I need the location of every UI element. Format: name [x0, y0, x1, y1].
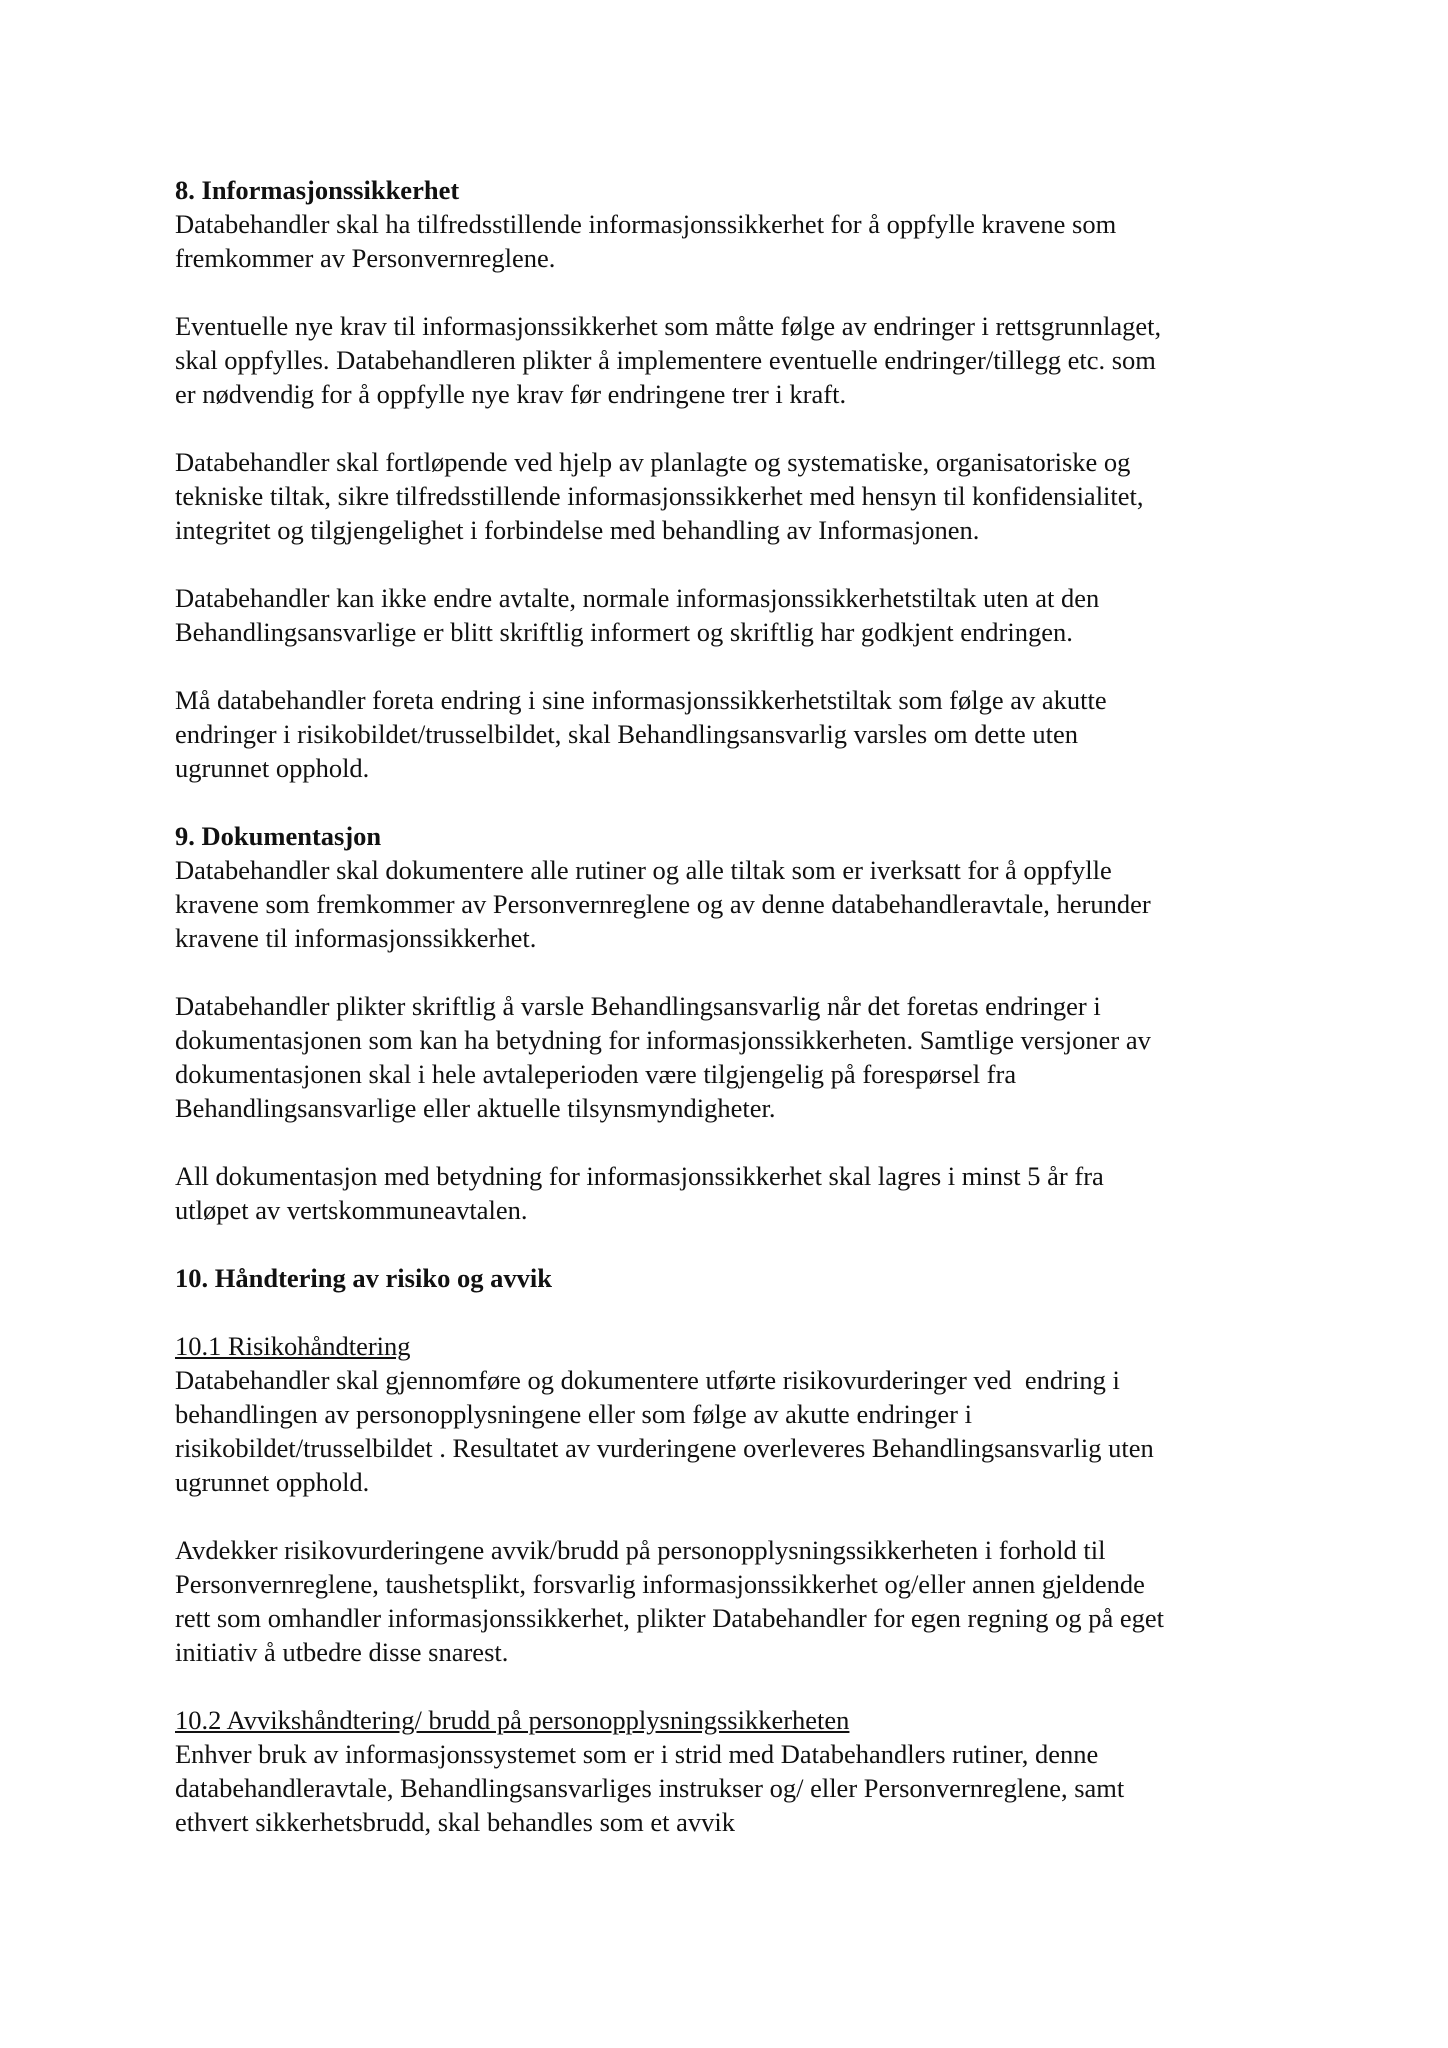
- text-line: dokumentasjonen skal i hele avtaleperioden være tilgjengelig på forespørsel fra: [175, 1059, 1017, 1089]
- text-line: behandlingen av personopplysningene eller som følge av akutte endringer i: [175, 1399, 972, 1429]
- text-line: Må databehandler foreta endring i sine informasjonssikkerhetstiltak som følge av akutte: [175, 685, 1107, 715]
- text-line: tekniske tiltak, sikre tilfredsstillende informasjonssikkerhet med hensyn til konfidensialitet,: [175, 481, 1144, 511]
- text-line: Enhver bruk av informasjonssystemet som er i strid med Databehandlers rutiner, denne: [175, 1739, 1099, 1769]
- paragraph: [175, 1737, 1305, 1839]
- text-line: ethvert sikkerhetsbrudd, skal behandles som et avvik: [175, 1807, 736, 1837]
- text-line: Databehandler kan ikke endre avtalte, normale informasjonssikkerhetstiltak uten at den: [175, 583, 1100, 613]
- paragraph: [175, 989, 1305, 1125]
- text-line: utløpet av vertskommuneavtalen.: [175, 1195, 528, 1225]
- text-line: Databehandler skal fortløpende ved hjelp av planlagte og systematiske, organisatoriske og: [175, 447, 1131, 477]
- text-line: initiativ å utbedre disse snarest.: [175, 1637, 509, 1667]
- paragraph: [175, 853, 1305, 955]
- section-10: [175, 1261, 1305, 1839]
- section-9: [175, 819, 1305, 1227]
- text-line: ugrunnet opphold.: [175, 753, 370, 783]
- paragraph: [175, 207, 1305, 275]
- text-line: databehandleravtale, Behandlingsansvarliges instrukser og/ eller Personvernreglene, samt: [175, 1773, 1125, 1803]
- text-line: ugrunnet opphold.: [175, 1467, 370, 1497]
- paragraph: [175, 1533, 1305, 1669]
- text-line: er nødvendig for å oppfylle nye krav før endringene trer i kraft.: [175, 379, 847, 409]
- text-line: Personvernreglene, taushetsplikt, forsvarlig informasjonssikkerhet og/eller annen gjeldende: [175, 1569, 1145, 1599]
- text-line: fremkommer av Personvernreglene.: [175, 243, 556, 273]
- subsection-heading: 10.2 Avvikshåndtering/ brudd på personopplysningssikkerheten: [175, 1705, 850, 1735]
- text-line: Databehandler skal ha tilfredsstillende informasjonssikkerhet for å oppfylle kravene som: [175, 209, 1117, 239]
- text-line: rett som omhandler informasjonssikkerhet, plikter Databehandler for egen regning og på eget: [175, 1603, 1165, 1633]
- document-page: [175, 173, 1305, 1839]
- text-line: Eventuelle nye krav til informasjonssikkerhet som måtte følge av endringer i rettsgrunnlaget,: [175, 311, 1162, 341]
- section-heading: 8. Informasjonssikkerhet: [175, 175, 460, 205]
- paragraph: [175, 309, 1305, 411]
- paragraph: [175, 581, 1305, 649]
- paragraph: [175, 1363, 1305, 1499]
- text-line: Databehandler plikter skriftlig å varsle Behandlingsansvarlig når det foretas endringer i: [175, 991, 1101, 1021]
- section-heading: 9. Dokumentasjon: [175, 821, 382, 851]
- paragraph: [175, 683, 1305, 785]
- text-line: Behandlingsansvarlige er blitt skriftlig informert og skriftlig har godkjent endringen.: [175, 617, 1073, 647]
- text-line: kravene til informasjonssikkerhet.: [175, 923, 537, 953]
- subsection-heading: 10.1 Risikohåndtering: [175, 1331, 411, 1361]
- text-line: dokumentasjonen som kan ha betydning for informasjonssikkerheten. Samtlige versjoner av: [175, 1025, 1151, 1055]
- text-line: integritet og tilgjengelighet i forbindelse med behandling av Informasjonen.: [175, 515, 980, 545]
- text-line: All dokumentasjon med betydning for informasjonssikkerhet skal lagres i minst 5 år fra: [175, 1161, 1104, 1191]
- paragraph: [175, 445, 1305, 547]
- text-line: risikobildet/trusselbildet . Resultatet av vurderingene overleveres Behandlingsansvarlig uten: [175, 1433, 1154, 1463]
- text-line: kravene som fremkommer av Personvernreglene og av denne databehandleravtale, herunder: [175, 889, 1151, 919]
- text-line: Avdekker risikovurderingene avvik/brudd på personopplysningssikkerheten i forhold til: [175, 1535, 1106, 1565]
- section-heading: 10. Håndtering av risiko og avvik: [175, 1263, 552, 1293]
- section-8: [175, 173, 1305, 785]
- text-line: endringer i risikobildet/trusselbildet, skal Behandlingsansvarlig varsles om dette uten: [175, 719, 1079, 749]
- text-line: Databehandler skal gjennomføre og dokumentere utførte risikovurderinger ved endring i: [175, 1365, 1120, 1395]
- text-line: skal oppfylles. Databehandleren plikter å implementere eventuelle endringer/tillegg etc. som: [175, 345, 1156, 375]
- paragraph: [175, 1159, 1305, 1227]
- text-line: Behandlingsansvarlige eller aktuelle tilsynsmyndigheter.: [175, 1093, 776, 1123]
- text-line: Databehandler skal dokumentere alle rutiner og alle tiltak som er iverksatt for å oppfylle: [175, 855, 1112, 885]
